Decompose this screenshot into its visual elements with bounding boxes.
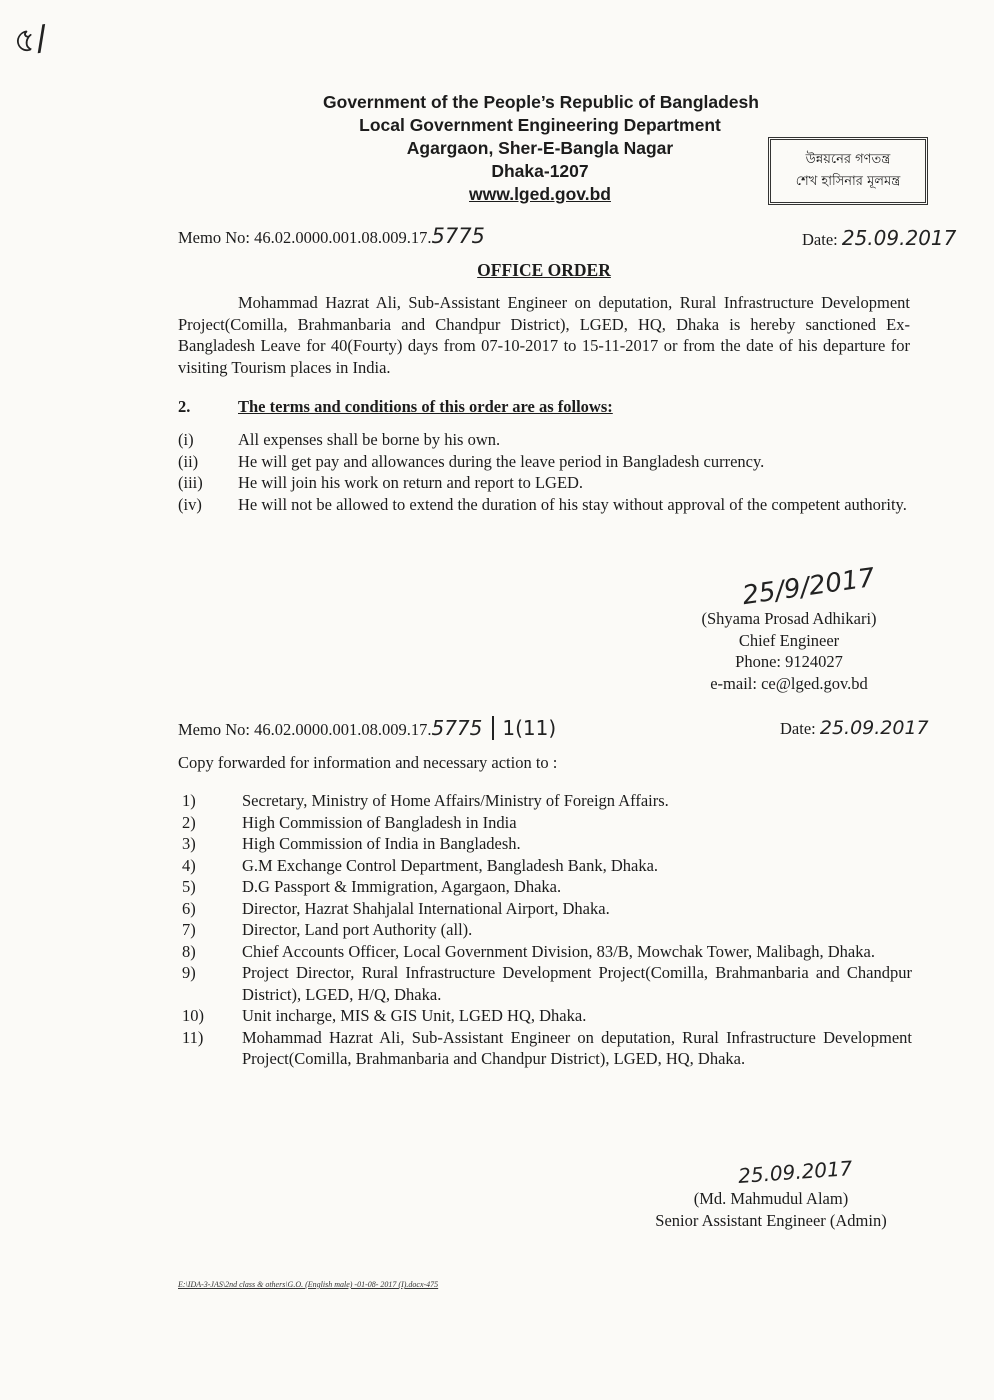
- signatory-2-designation: Senior Assistant Engineer (Admin): [655, 1210, 887, 1230]
- distribution-item: [182, 855, 912, 877]
- distribution-item: [182, 812, 912, 834]
- signatory-1-name: (Shyama Prosad Adhikari): [701, 609, 877, 628]
- distribution-item: [182, 833, 912, 855]
- terms-item-number: (iv): [178, 494, 202, 514]
- distribution-item-text: High Commission of Bangladesh in India: [242, 812, 517, 832]
- distribution-item: [182, 962, 912, 1005]
- distribution-item-text: High Commission of India in Bangladesh.: [242, 834, 521, 853]
- signature-2: 25.09.2017: [737, 1156, 854, 1188]
- terms-item-text: He will join his work on return and report to LGED.: [238, 473, 584, 492]
- distribution-item-number: 5): [182, 877, 196, 896]
- distribution-item-text: Director, Land port Authority (all).: [242, 920, 473, 939]
- distribution-item-text: Unit incharge, MIS & GIS Unit, LGED HQ, Dhaka.: [242, 1006, 587, 1025]
- memo-2: [178, 718, 556, 740]
- terms-item-text: He will not be allowed to extend the duration of his stay without approval of the competent authority.: [238, 494, 907, 514]
- distribution-item: [182, 941, 912, 963]
- memo-1: [178, 226, 485, 248]
- header-line-1: Government of the People’s Republic of Bangladesh: [323, 92, 759, 112]
- distribution-item-text: Project Director, Rural Infrastructure Development Project(Comilla, Brahmanbaria and Chandpur District), LGED, H/Q, Dhaka.: [242, 963, 912, 1004]
- signatory-1-email[interactable]: e-mail: ce@lged.gov.bd: [710, 673, 868, 693]
- signature-1: 25/9/2017: [740, 562, 877, 612]
- slogan-line-1: উন্নয়নের গণতন্ত্র: [805, 152, 891, 167]
- distribution-item-number: 11): [182, 1027, 204, 1047]
- distribution-item-text: Mohammad Hazrat Ali, Sub-Assistant Engineer on deputation, Rural Infrastructure Development Project(Comilla, Brahmanbaria and Chandpur District), LGED, HQ, Dhaka.: [242, 1027, 912, 1068]
- distribution-item-text: D.G Passport & Immigration, Agargaon, Dhaka.: [242, 877, 562, 896]
- distribution-item-text: Director, Hazrat Shahjalal International Airport, Dhaka.: [242, 898, 610, 918]
- memo-2-date-handwritten: 25.09.2017: [819, 717, 929, 739]
- terms-item-text: All expenses shall be borne by his own.: [238, 430, 501, 449]
- memo-1-handwritten-number: 5775: [431, 224, 485, 248]
- signatory-2: [626, 1188, 916, 1231]
- terms-item: [178, 451, 918, 473]
- terms-item-number: (i): [178, 430, 194, 449]
- memo-2-label: Memo No: 46.02.0000.001.08.009.17.: [178, 720, 432, 739]
- terms-item-number: (iii): [178, 473, 203, 492]
- distribution-item: [182, 1005, 912, 1027]
- memo-1-label: Memo No: 46.02.0000.001.08.009.17.: [178, 228, 432, 247]
- header-line-2: Local Government Engineering Department: [359, 115, 721, 135]
- distribution-item: [182, 876, 912, 898]
- slogan-line-2: শেখ হাসিনার মূলমন্ত্র: [795, 174, 901, 189]
- terms-number: 2.: [178, 397, 191, 416]
- terms-item-text: He will get pay and allowances during the leave period in Bangladesh currency.: [238, 451, 765, 471]
- terms-item: [178, 429, 918, 451]
- distribution-item-number: 9): [182, 963, 196, 982]
- distribution-item-number: 8): [182, 941, 196, 961]
- distribution-item-number: 7): [182, 920, 196, 939]
- header-line-3: Agargaon, Sher-E-Bangla Nagar: [406, 138, 674, 158]
- distribution-item: [182, 898, 912, 920]
- distribution-item-number: 2): [182, 812, 196, 832]
- copy-intro: Copy forwarded for information and necessary action to :: [178, 753, 558, 772]
- terms-item: [178, 494, 918, 516]
- signatory-1: [676, 608, 902, 694]
- order-body: Mohammad Hazrat Ali, Sub-Assistant Engineer on deputation, Rural Infrastructure Development Project(Comilla, Brahmanbaria and Chandpur District), LGED, HQ, Dhaka is hereby sanctioned Ex-Bangladesh Leave for 40(Fourty) days from 07-10-2017 to 15-11-2017 or from the date of his departure for visiting Tourism places in India.: [178, 293, 910, 377]
- distribution-item: [182, 790, 912, 812]
- margin-note: ৫/: [11, 17, 50, 63]
- signatory-2-name: (Md. Mahmudul Alam): [693, 1189, 849, 1208]
- terms-heading: The terms and conditions of this order are as follows:: [238, 397, 613, 416]
- distribution-item-text: Secretary, Ministry of Home Affairs/Ministry of Foreign Affairs.: [242, 791, 669, 810]
- distribution-item-number: 1): [182, 791, 196, 810]
- header-line-4: Dhaka-1207: [491, 161, 589, 181]
- memo-2-handwritten-sub: 1(11): [492, 716, 556, 740]
- memo-2-handwritten-number: 5775: [431, 716, 483, 740]
- signatory-1-phone: Phone: 9124027: [735, 652, 843, 671]
- distribution-item-number: 3): [182, 834, 196, 853]
- distribution-item-number: 10): [182, 1006, 204, 1025]
- distribution-item-text: Chief Accounts Officer, Local Government Division, 83/B, Mowchak Tower, Malibagh, Dhaka.: [242, 941, 875, 961]
- distribution-item: [182, 1027, 912, 1070]
- signatory-1-designation: Chief Engineer: [738, 630, 840, 650]
- terms-item: [178, 472, 918, 494]
- terms-item-number: (ii): [178, 451, 199, 471]
- memo-1-date-handwritten: 25.09.2017: [841, 226, 957, 250]
- footer-file-path: E:\IDA-3-JAS\2nd class & others\G.O. (English male) -01-08- 2017 (I).docx-475: [178, 1280, 439, 1289]
- distribution-list: [182, 790, 912, 1070]
- terms-list: [178, 429, 918, 515]
- distribution-item-number: 4): [182, 855, 196, 875]
- memo-2-date: [780, 718, 929, 739]
- memo-1-date: [802, 228, 956, 250]
- office-order-title: OFFICE ORDER: [477, 260, 611, 280]
- distribution-item-text: G.M Exchange Control Department, Bangladesh Bank, Dhaka.: [242, 855, 659, 875]
- distribution-item-number: 6): [182, 898, 196, 918]
- distribution-item: [182, 919, 912, 941]
- memo-1-date-label: Date:: [802, 230, 838, 249]
- slogan-box: [768, 137, 928, 205]
- header-website[interactable]: www.lged.gov.bd: [469, 184, 611, 204]
- memo-2-date-label: Date:: [780, 719, 816, 738]
